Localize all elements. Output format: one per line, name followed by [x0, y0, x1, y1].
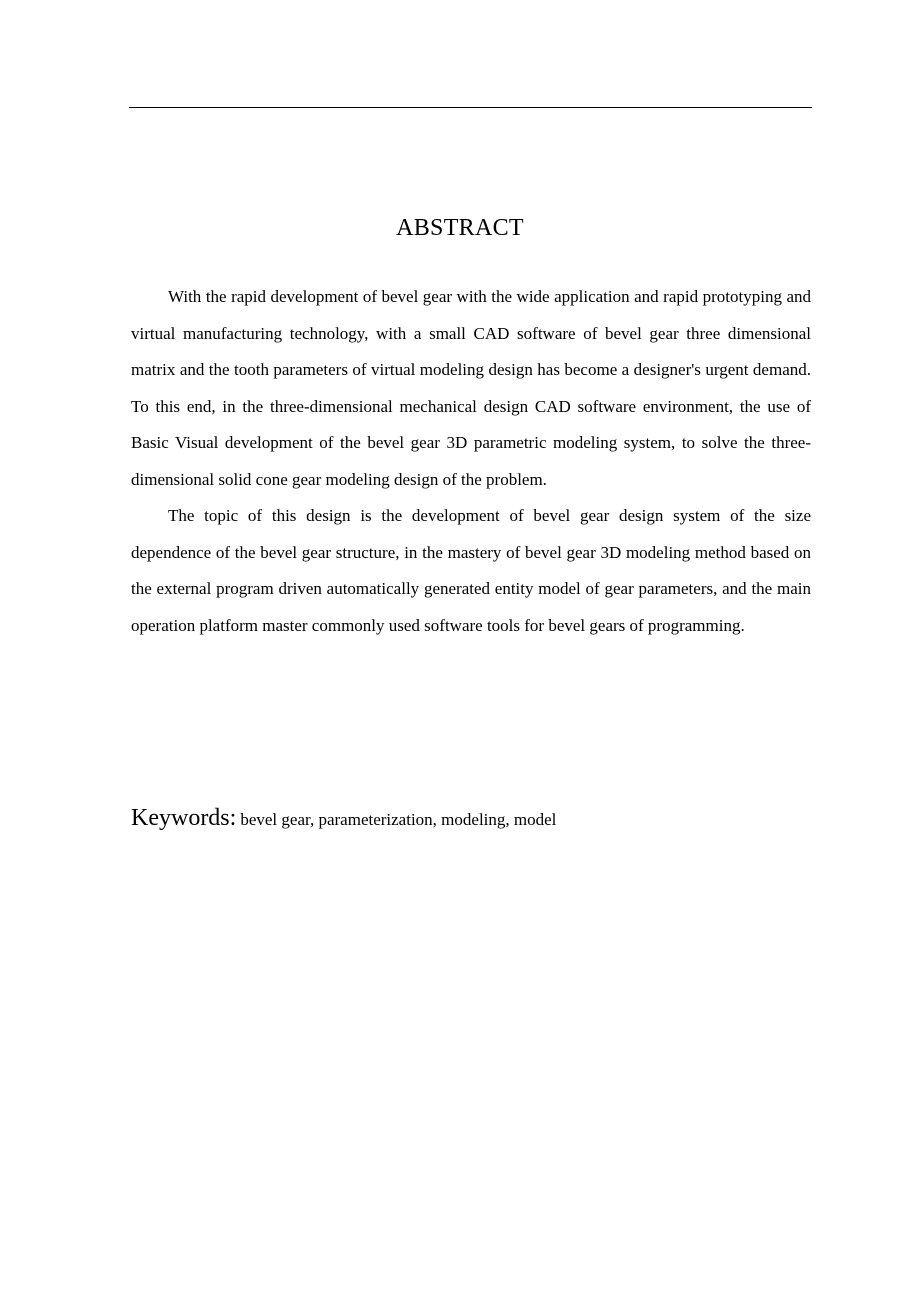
keywords-line	[131, 800, 811, 838]
keywords-value: bevel gear, parameterization, modeling, model	[240, 810, 557, 829]
abstract-paragraph-1: With the rapid development of bevel gear with the wide application and rapid prototyping and virtual manufacturing technology, with a small CAD software of bevel gear three dimensional matrix and the tooth parameters of virtual modeling design has become a designer's urgent demand. To this end, in the three-dimensional mechanical design CAD software environment, the use of Basic Visual development of the bevel gear 3D parametric modeling system, to solve the three-dimensional solid cone gear modeling design of the problem.	[131, 287, 811, 489]
abstract-body	[131, 279, 811, 644]
page-title: ABSTRACT	[396, 215, 524, 241]
keywords-label: Keywords:	[131, 805, 237, 831]
abstract-paragraph-2: The topic of this design is the development of bevel gear design system of the size dependence of the bevel gear structure, in the mastery of bevel gear 3D modeling method based on the external program driven automatically generated entity model of gear parameters, and the main operation platform master commonly used software tools for bevel gears of programming.	[131, 506, 811, 635]
header-rule	[129, 107, 812, 108]
